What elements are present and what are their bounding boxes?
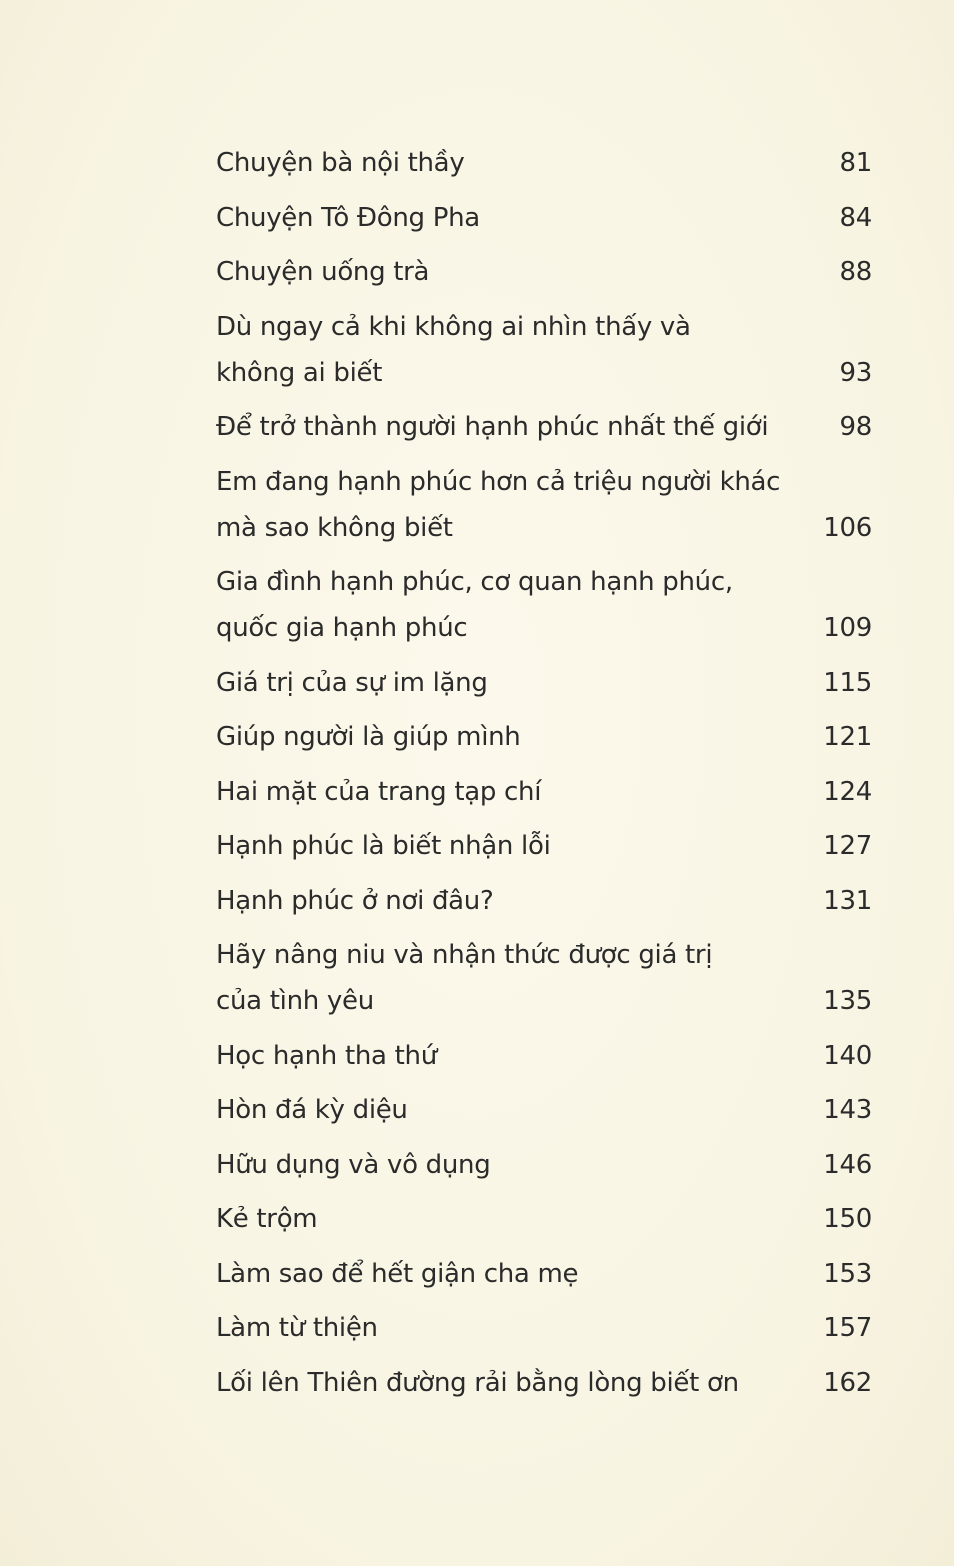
toc-entry-page: 109 (823, 613, 872, 643)
toc-entry-page: 88 (839, 257, 872, 287)
toc-entry (216, 714, 872, 760)
toc-entry-page: 157 (823, 1313, 872, 1343)
toc-entry (216, 1251, 872, 1297)
toc-entry-title: Chuyện uống trà (216, 257, 430, 287)
toc-entry-title-line-2: mà sao không biết (216, 512, 453, 543)
toc-entry (216, 878, 872, 924)
toc-entry-title: Làm từ thiện (216, 1313, 378, 1343)
toc-entry-page: 121 (823, 722, 872, 752)
toc-entry-title: Hữu dụng và vô dụng (216, 1149, 491, 1180)
toc-entry-page: 124 (823, 776, 872, 807)
toc-entry-title: Hạnh phúc ở nơi đâu? (216, 885, 494, 916)
toc-entry-page: 127 (823, 831, 872, 861)
toc-entry-title: Hòn đá kỳ diệu (216, 1095, 408, 1125)
toc-entry (216, 459, 872, 551)
toc-entry-page: 150 (823, 1204, 872, 1234)
table-of-contents (216, 140, 872, 1414)
toc-entry-page: 162 (823, 1367, 872, 1398)
toc-entry (216, 769, 872, 815)
toc-entry-title: Để trở thành người hạnh phúc nhất thế giới (216, 412, 769, 442)
toc-entry (216, 249, 872, 295)
toc-entry (216, 195, 872, 241)
toc-entry-title: Giá trị của sự im lặng (216, 667, 488, 698)
toc-entry (216, 660, 872, 706)
toc-entry-page: 140 (823, 1040, 872, 1071)
toc-entry (216, 404, 872, 450)
toc-entry (216, 140, 872, 186)
toc-entry (216, 932, 872, 1024)
toc-entry-page: 81 (839, 148, 872, 178)
toc-entry (216, 1196, 872, 1242)
toc-entry-title-line-1: Gia đình hạnh phúc, cơ quan hạnh phúc, (216, 567, 733, 597)
toc-entry (216, 1033, 872, 1079)
toc-entry-title-line-1: Hãy nâng niu và nhận thức được giá trị (216, 940, 713, 970)
toc-entry-page: 106 (823, 512, 872, 543)
toc-entry-title-line-2: quốc gia hạnh phúc (216, 613, 468, 643)
toc-entry (216, 823, 872, 869)
toc-entry-page: 153 (823, 1258, 872, 1289)
toc-entry-title: Học hạnh tha thứ (216, 1040, 437, 1071)
toc-entry-title-line-1: Em đang hạnh phúc hơn cả triệu người khác (216, 466, 781, 497)
toc-entry (216, 1360, 872, 1406)
toc-entry-page: 146 (823, 1149, 872, 1180)
toc-entry (216, 1305, 872, 1351)
toc-entry-page: 143 (823, 1095, 872, 1125)
toc-entry-page: 98 (839, 412, 872, 442)
toc-entry-title: Giúp người là giúp mình (216, 722, 521, 752)
toc-entry-page: 135 (823, 986, 872, 1016)
toc-entry-title: Hai mặt của trang tạp chí (216, 776, 542, 807)
toc-entry-title: Chuyện Tô Đông Pha (216, 202, 480, 233)
toc-entry-title: Kẻ trộm (216, 1204, 318, 1234)
toc-entry (216, 559, 872, 651)
toc-entry-title: Hạnh phúc là biết nhận lỗi (216, 831, 551, 861)
toc-entry-title: Lối lên Thiên đường rải bằng lòng biết ơn (216, 1367, 739, 1398)
toc-entry-page: 93 (839, 357, 872, 388)
toc-entry-title: Làm sao để hết giận cha mẹ (216, 1258, 579, 1289)
toc-entry-title-line-1: Dù ngay cả khi không ai nhìn thấy và (216, 311, 691, 342)
toc-entry-title-line-2: của tình yêu (216, 986, 374, 1016)
toc-entry-page: 84 (839, 202, 872, 233)
toc-entry-page: 131 (823, 885, 872, 916)
toc-entry (216, 304, 872, 396)
toc-entry-page: 115 (823, 667, 872, 698)
toc-entry-title: Chuyện bà nội thầy (216, 148, 465, 178)
toc-entry (216, 1087, 872, 1133)
toc-entry-title-line-2: không ai biết (216, 357, 383, 388)
toc-entry (216, 1142, 872, 1188)
